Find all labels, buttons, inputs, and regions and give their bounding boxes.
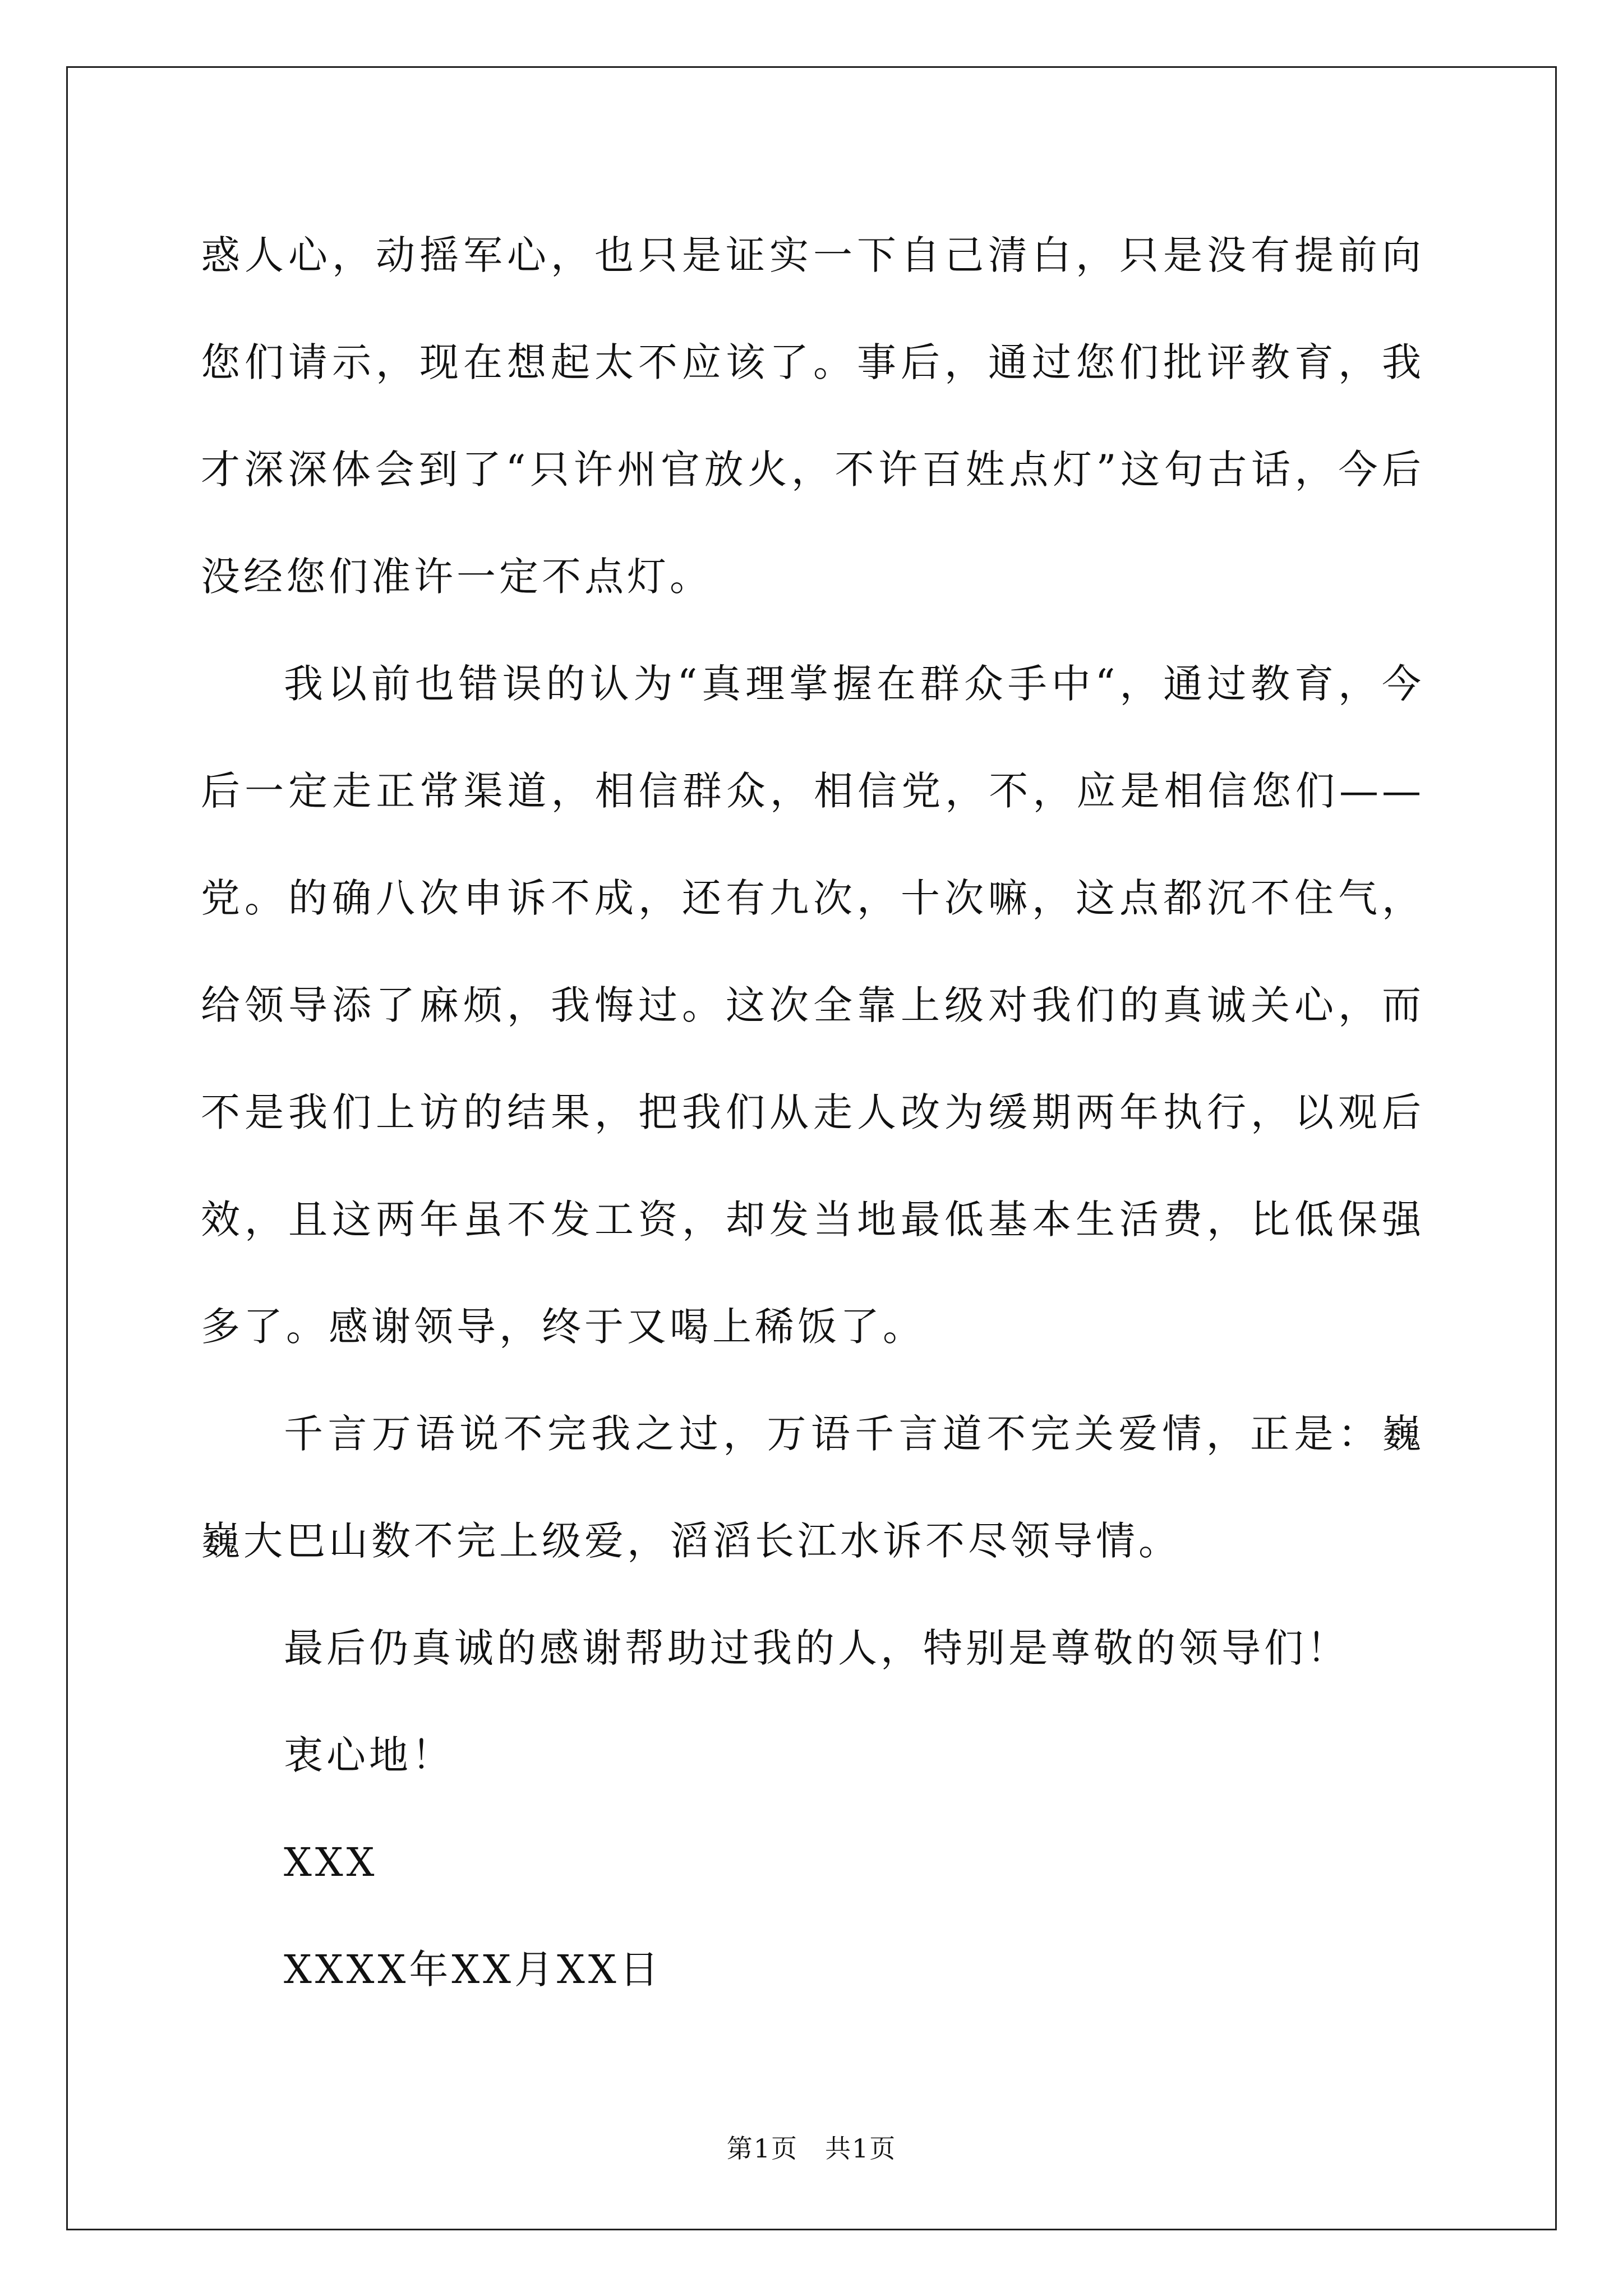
closing-salutation: 衷心地！ — [284, 1732, 454, 1778]
paragraph-1: 惑人心，动摇军心，也只是证实一下自己清白，只是没有提前向您们请示，现在想起太不应该了。事后，通过您们批评教育，我才深深体会到了“只许州官放火，不许百姓点灯”这句古话，今后没经您们准许一定不点灯。 — [201, 232, 1424, 600]
signature-date: XXXX年XX月XX日 — [284, 1947, 662, 1993]
document-body — [201, 202, 1424, 2023]
page-number-footer: 第1页 共1页 — [726, 2133, 897, 2164]
signature-name: XXX — [284, 1839, 378, 1885]
paragraph-3: 千言万语说不完我之过，万语千言道不完关爱情，正是：巍巍大巴山数不完上级爱，滔滔长江水诉不尽领导情。 — [201, 1411, 1424, 1564]
paragraph-4: 最后仍真诚的感谢帮助过我的人，特别是尊敬的领导们！ — [284, 1625, 1349, 1671]
paragraph-2: 我以前也错误的认为“真理掌握在群众手中“，通过教育，今后一定走正常渠道，相信群众，相信党，不，应是相信您们——党。的确八次申诉不成，还有九次，十次嘛，这点都沉不住气，给领导添了麻烦，我悔过。这次全靠上级对我们的真诚关心，而不是我们上访的结果，把我们从走人改为缓期两年执行，以观后效，且这两年虽不发工资，却发当地最低基本生活费，比低保强多了。感谢领导，终于又喝上稀饭了。 — [201, 661, 1424, 1350]
